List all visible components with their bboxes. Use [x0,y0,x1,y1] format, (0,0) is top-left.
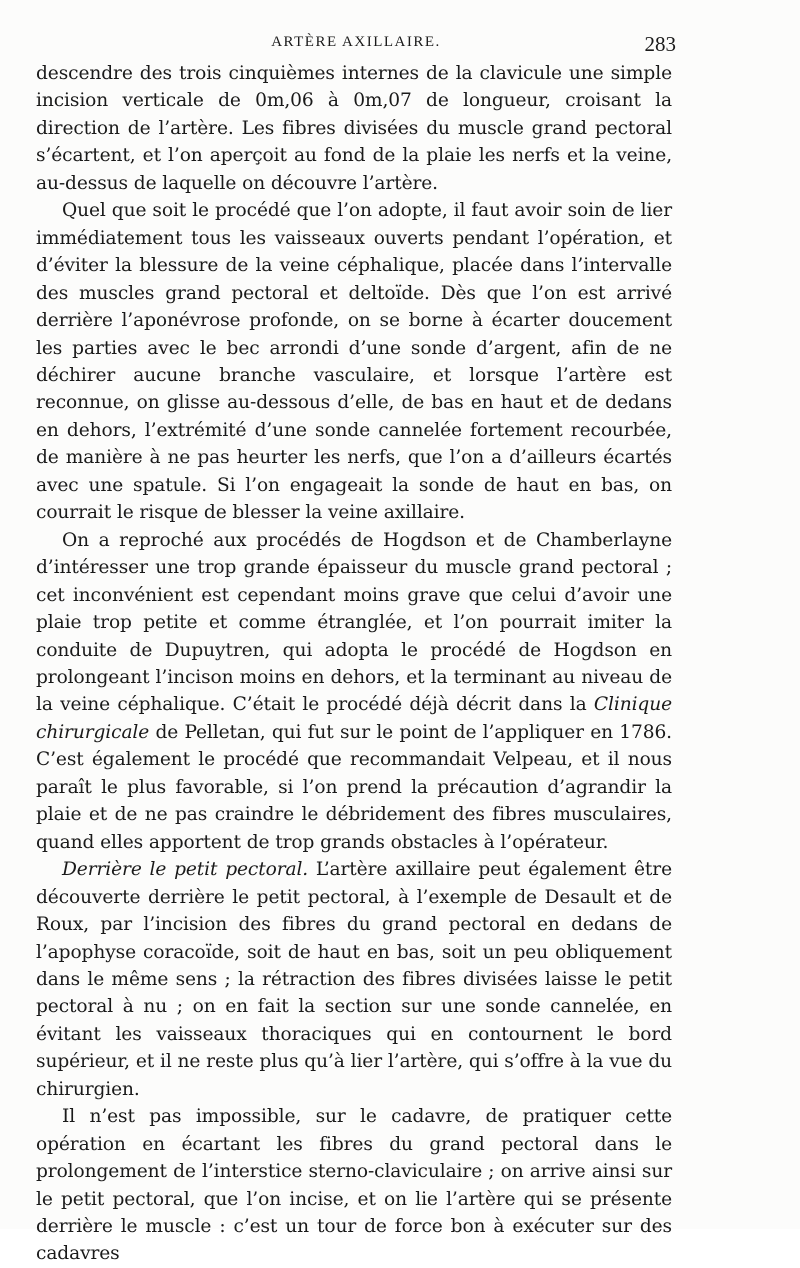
book-title-italic: Clinique chirurgicale [36,694,672,743]
paragraph [36,197,672,526]
paragraph-text: Quel que soit le procédé que l’on adopte, il faut avoir soin de lier immédiatement tous les vaisseaux ouverts pendant l’opération, et d’éviter la blessure de la veine céphalique, placée dans l’intervalle des muscles grand pectoral et deltoïde. Dès que l’on est arrivé derrière l’aponévrose profonde, on se borne à écarter doucement les parties avec le bec arrondi d’une sonde d’argent, afin de ne déchirer aucune branche vasculaire, et lorsque l’artère est reconnue, on glisse au-dessous d’elle, de bas en haut et de dedans en dehors, l’extrémité d’une sonde cannelée fortement recourbée, de manière à ne pas heurter les nerfs, que l’on a d’ailleurs écartés avec une spatule. Si l’on engageait la sonde de haut en bas, on courrait le risque de blesser la veine axillaire. [36,200,672,524]
paragraph-text: de Pelletan, qui fut sur le point de l’appliquer en 1786. C’est également le procédé que recommandait Velpeau, et il nous paraît le plus favorable, si l’on prend la précaution d’agrandir la plaie et de ne pas craindre le débridement des fibres musculaires, quand elles apportent de trop grands obstacles à l’opérateur. [36,721,672,853]
paragraph [36,856,672,1103]
page-number: 283 [644,32,676,56]
paragraph [36,1103,672,1268]
paragraph-text: On a reproché aux procédés de Hogdson et de Chamberlayne d’intéresser une trop grande épaisseur du muscle grand pectoral ; cet inconvénient est cependant moins grave que celui d’avoir une plaie trop petite et comme étranglée, et l’on pourrait imiter la conduite de Dupuytren, qui adopta le procédé de Hogdson en prolongeant l’incison moins en dehors, et la terminant au niveau de la veine céphalique. C’était le procédé déjà décrit dans la [36,529,672,716]
paragraph-text: descendre des trois cinquièmes internes de la clavicule une simple incision verticale de 0m,06 à 0m,07 de longueur, croisant la direction de l’artère. Les fibres divisées du muscle grand pectoral s’écartent, et l’on aperçoit au fond de la plaie les nerfs et la veine, au-dessus de laquelle on découvre l’artère. [36,63,672,194]
paragraph [36,60,672,197]
section-heading-italic: Derrière le petit pectoral. [62,859,309,881]
paragraph [36,527,672,856]
paragraph-text: Il n’est pas impossible, sur le cadavre, de pratiquer cette opération en écartant les fibres du grand pectoral dans le prolongement de l’interstice sterno-claviculaire ; on arrive ainsi sur le petit pectoral, que l’on incise, et on lie l’artère qui se présente derrière le muscle : c’est un tour de force bon à exécuter sur des cadavres [36,1106,672,1265]
paragraph-text: L’artère axillaire peut également être découverte derrière le petit pectoral, à l’exemple de Desault et de Roux, par l’incision des fibres du grand pectoral en dedans de l’apophyse coracoïde, soit de haut en bas, soit un peu obliquement dans le même sens ; la rétraction des fibres divisées laisse le petit pectoral à nu ; on en fait la section sur une sonde cannelée, en évitant les vaisseaux thoraciques qui en contournent le bord supérieur, et il ne reste plus qu’à lier l’artère, qui s’offre à la vue du chirurgien. [36,859,672,1100]
body-text [36,60,672,1268]
running-title: ARTÈRE AXILLAIRE. [271,34,441,50]
running-head [36,32,676,58]
